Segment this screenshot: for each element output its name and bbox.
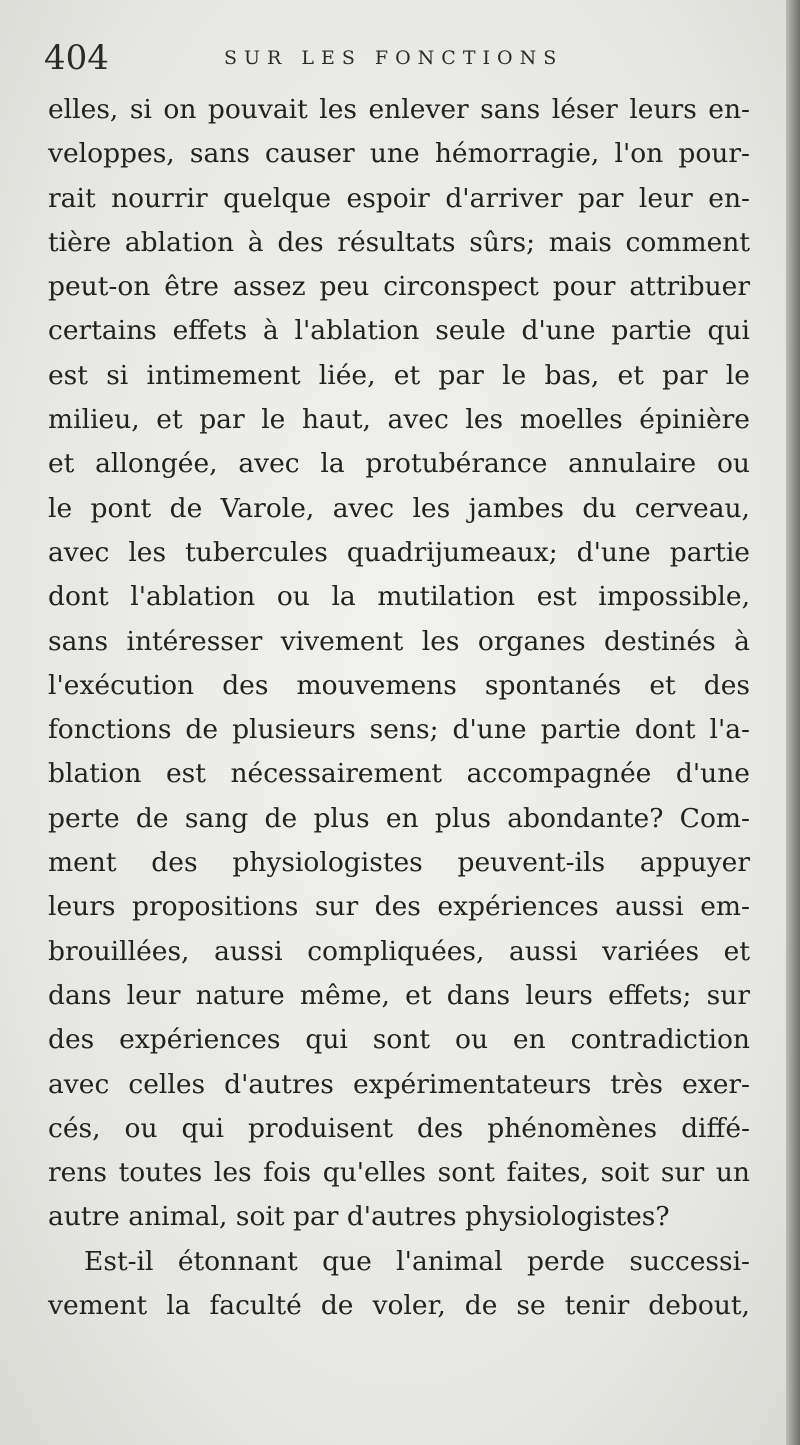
text-line: autre animal, soit par d'autres physiologistes? [48,1201,670,1233]
text-line: avec les tubercules quadrijumeaux; d'une partie [48,536,750,568]
text-line: tière ablation à des résultats sûrs; mais comment [48,226,750,258]
text-line: des expériences qui sont ou en contradiction [48,1024,750,1056]
text-line: et allongée, avec la protubérance annulaire ou [48,448,750,480]
paragraph-first-line: Est-il étonnant que l'animal perde successi- [84,1245,750,1277]
text-line: est si intimement liée, et par le bas, et par le [48,359,750,391]
text-line: elles, si on pouvait les enlever sans léser leurs en- [48,94,750,125]
text-line: rens toutes les fois qu'elles sont faites, soit sur un [48,1157,750,1189]
text-line: brouillées, aussi compliquées, aussi variées et [48,935,750,967]
text-line: dont l'ablation ou la mutilation est impossible, [48,581,750,613]
text-line: leurs propositions sur des expériences aussi em- [48,891,750,923]
text-line: milieu, et par le haut, avec les moelles épinière [48,404,750,436]
text-line: veloppes, sans causer une hémorragie, l'on pour- [48,138,750,170]
body-text [48,88,750,1328]
page-edge-shadow [786,0,800,1445]
text-line: sans intéresser vivement les organes destinés à [48,625,750,657]
text-line: le pont de Varole, avec les jambes du cerveau, [48,492,750,524]
running-head: SUR LES FONCTIONS [224,47,564,69]
text-line: peut-on être assez peu circonspect pour attribuer [48,271,750,303]
page-number: 404 [44,38,109,78]
text-line: dans leur nature même, et dans leurs effets; sur [48,979,750,1011]
text-line: ment des physiologistes peuvent-ils appuyer [48,847,750,879]
text-line: cés, ou qui produisent des phénomènes diffé- [48,1112,750,1144]
text-line: blation est nécessairement accompagnée d'une [48,758,750,790]
text-line: perte de sang de plus en plus abondante? Com- [48,802,750,834]
text-line: certains effets à l'ablation seule d'une partie qui [48,315,750,347]
text-line: vement la faculté de voler, de se tenir debout, [48,1290,750,1322]
text-line: fonctions de plusieurs sens; d'une partie dont l'a- [48,714,750,746]
text-line: l'exécution des mouvemens spontanés et des [48,669,750,701]
text-line: rait nourrir quelque espoir d'arriver par leur en- [48,182,750,214]
text-line: avec celles d'autres expérimentateurs très exer- [48,1068,750,1100]
page-header [44,38,764,82]
